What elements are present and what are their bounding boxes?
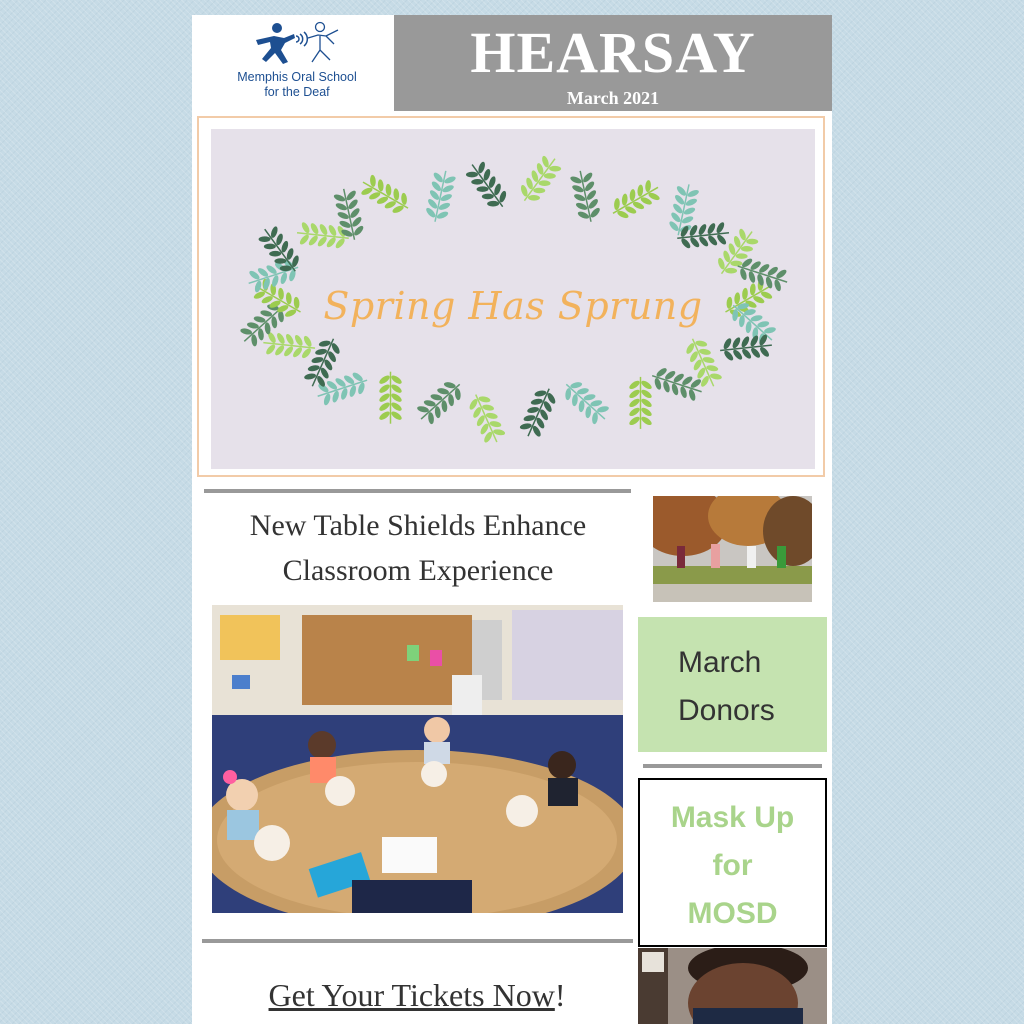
school-name: [192, 70, 402, 100]
mask-line3: MOSD: [687, 897, 778, 930]
classroom-photo[interactable]: [212, 605, 623, 913]
logo-figures-icon: [248, 20, 344, 66]
classroom-photo-image: [212, 605, 623, 913]
kids-outdoor-photo-image: [653, 496, 812, 602]
masked-student-photo[interactable]: [638, 948, 827, 1024]
donors-line2: Donors: [678, 694, 775, 727]
spring-banner-text: Spring Has Sprung: [323, 284, 703, 328]
mask-line2: for: [712, 849, 753, 882]
kids-outdoor-photo[interactable]: [653, 496, 812, 602]
march-donors-label: [678, 639, 775, 735]
school-logo[interactable]: [192, 15, 394, 111]
school-name-line1: Memphis Oral School: [237, 70, 357, 84]
issue-date: March 2021: [566, 88, 660, 108]
sidebar-divider: [643, 764, 822, 768]
masked-student-photo-image: [638, 948, 827, 1024]
tickets-link[interactable]: Get Your Tickets Now: [268, 977, 555, 1013]
spring-banner-frame: [197, 116, 825, 477]
school-name-line2: for the Deaf: [264, 85, 330, 99]
article-divider: [204, 489, 631, 493]
mask-line1: Mask Up: [670, 801, 795, 834]
masthead: [394, 15, 832, 111]
article-headline-line2: Classroom Experience: [282, 554, 554, 587]
newsletter-sheet: [192, 15, 832, 1024]
article-headline-line1: New Table Shields Enhance: [249, 509, 587, 542]
mask-up-button[interactable]: [638, 778, 827, 947]
newsletter-title: HEARSAY: [470, 20, 756, 85]
donors-line1: March: [678, 646, 762, 679]
section-divider: [202, 939, 633, 943]
mask-up-label: [640, 794, 825, 938]
article-headline[interactable]: [204, 503, 632, 593]
march-donors-button[interactable]: [638, 617, 827, 752]
spring-banner-image[interactable]: [211, 129, 815, 469]
tickets-suffix: !: [554, 977, 566, 1013]
tickets-heading[interactable]: [212, 977, 622, 1014]
